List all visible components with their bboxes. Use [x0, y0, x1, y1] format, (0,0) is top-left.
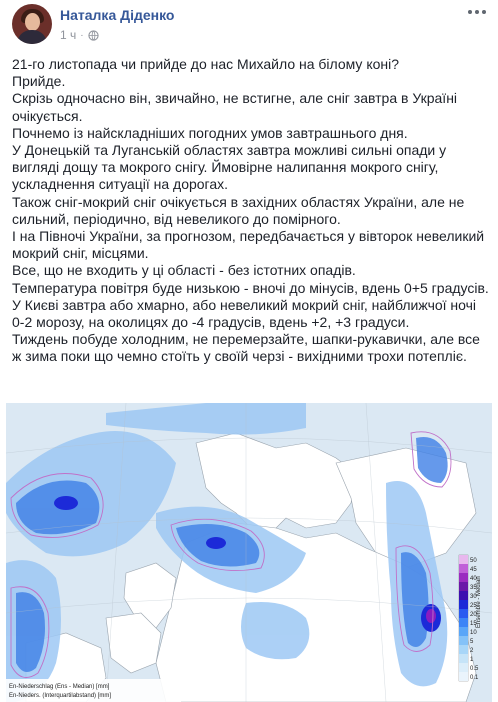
legend-value-label: 25: [470, 602, 477, 609]
legend-swatch: [459, 663, 468, 672]
legend-swatch: [459, 636, 468, 645]
legend-value-label: 45: [470, 566, 477, 573]
map-captions: [6, 679, 181, 702]
legend-value-label: 5: [470, 638, 474, 645]
map-caption: En-Nieders. (Interquartilabstand) [mm]: [9, 693, 112, 699]
legend-value-label: 30: [470, 593, 477, 600]
meta-separator: ·: [80, 29, 84, 41]
legend-swatch: [459, 555, 468, 564]
legend-value-label: 0.5: [470, 665, 479, 672]
legend-swatch: [459, 600, 468, 609]
legend-value-label: 0.1: [470, 674, 479, 681]
post-paragraph: Також сніг-мокрий сніг очікується в західних областях України, але не сильний, періодично, від невеликого до помірного.: [12, 193, 465, 227]
legend-swatch: [459, 627, 468, 636]
legend-swatch: [459, 573, 468, 582]
post-meta: [60, 28, 99, 42]
post-header: [0, 0, 498, 50]
legend-value-label: 50: [470, 557, 477, 564]
post-paragraph: Скрізь одночасно він, звичайно, не встигне, але сніг завтра в Україні очікується.: [12, 90, 458, 124]
post-paragraph: І на Півночі України, за прогнозом, передбачається у вівторок невеликий мокрий сніг, місцями.: [12, 228, 485, 262]
legend-swatch: [459, 654, 468, 663]
legend-swatch: [459, 564, 468, 573]
legend-value-label: 1: [470, 656, 474, 663]
globe-icon[interactable]: [88, 30, 99, 41]
legend-swatch: [459, 618, 468, 627]
forecast-map-graphic: [6, 403, 492, 702]
legend-value-label: 35: [470, 584, 477, 591]
legend-swatch: [459, 645, 468, 654]
legend-swatch: [459, 582, 468, 591]
more-options-icon[interactable]: [468, 10, 486, 14]
legend-value-label: 20: [470, 611, 477, 618]
post-paragraph: Температура повітря буде низькою - вночі до мінусів, вдень 0+5 градусів.: [12, 279, 489, 296]
precipitation-forecast-map[interactable]: [6, 403, 492, 702]
legend-swatch: [459, 609, 468, 618]
post-paragraph: У Донецькій та Луганській областях завтра можливі сильні опади у вигляді дощу та мокрого снігу. Ймовірне налипання мокрого снігу, ускладнення ситуації на дорогах.: [12, 142, 447, 193]
legend-value-label: 15: [470, 620, 477, 627]
post-paragraph: 21-го листопада чи прийде до нас Михайло на білому коні?: [12, 56, 400, 72]
author-avatar[interactable]: [12, 4, 52, 44]
author-name-link[interactable]: Наталка Діденко: [60, 7, 175, 23]
post-paragraph: Почнемо із найскладніших погодних умов завтрашнього дня.: [12, 124, 408, 141]
legend-swatch: [459, 591, 468, 600]
post-paragraph: Прийде.: [12, 73, 66, 90]
post-paragraph: У Києві завтра або хмарно, або невеликий мокрий сніг, найближчої ночі 0-2 морозу, на околицях до -4 градусів, вдень +2, +3 градуси.: [12, 296, 477, 331]
post-timestamp[interactable]: 1 ч: [60, 28, 77, 42]
legend-value-label: 40: [470, 575, 477, 582]
legend-value-label: 2: [470, 647, 474, 654]
legend-swatch: [459, 672, 468, 681]
post-paragraph: Все, що не входить у ці області - без істотних опадів.: [12, 262, 356, 279]
post-paragraph: Тиждень побуде холодним, не перемерзайте, шапки-рукавички, але все ж зима поки що чемно стоїть у своїй черзі - вихідними трохи потепліє.: [12, 331, 480, 365]
map-caption: En-Niederschlag (Ens - Median) [mm]: [9, 684, 110, 690]
post-body: [12, 56, 492, 366]
legend-value-label: 10: [470, 629, 477, 636]
legend-title: Ensemble - Median: [476, 576, 482, 628]
